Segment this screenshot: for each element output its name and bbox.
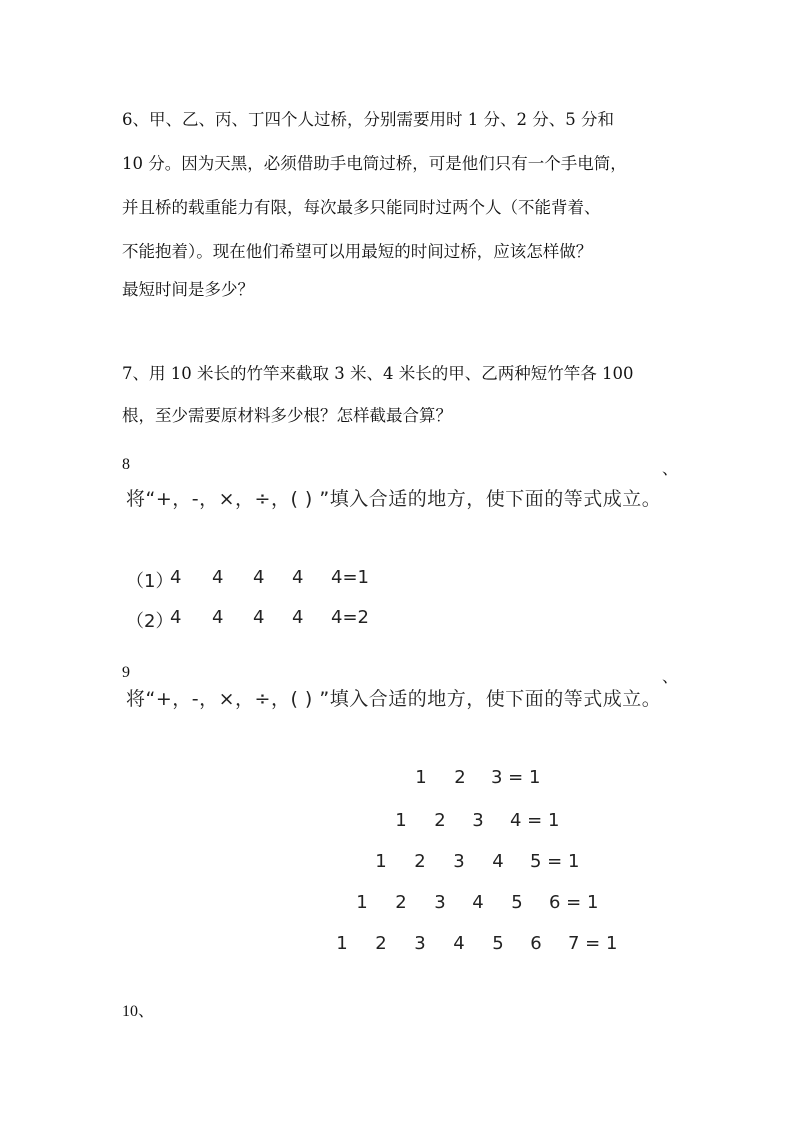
q10-label: 10、	[122, 1003, 155, 1020]
q8-instruction: 将“+，-，×，÷，( ) ”填入合适的地方，使下面的等式成立。	[126, 488, 662, 510]
q9-equation-row	[0, 851, 800, 877]
q9-row5-num-4: 4	[453, 933, 465, 954]
q9-row5-num-3: 3	[414, 933, 426, 954]
q8-eq1-tail: 4=1	[331, 567, 369, 588]
q7-line-2: 根，至少需要原材料多少根？怎样截最合算？	[122, 406, 452, 425]
q9-row4-tail: 6 = 1	[549, 892, 599, 913]
q8-eq2-num-4: 4	[292, 607, 304, 628]
q6-line-5: 最短时间是多少？	[122, 280, 254, 299]
q6-line-4: 不能抱着）。现在他们希望可以用最短的时间过桥，应该怎样做？	[122, 242, 593, 261]
q9-row3-num-4: 4	[492, 851, 504, 872]
q9-equation-row	[0, 810, 800, 836]
q9-row2-num-2: 2	[434, 810, 446, 831]
q9-row4-num-1: 1	[356, 892, 368, 913]
q9-row5-tail: 7 = 1	[568, 933, 618, 954]
q6-line-3: 并且桥的载重能力有限，每次最多只能同时过两个人（不能背着、	[122, 198, 601, 217]
q9-row4-num-5: 5	[511, 892, 523, 913]
q8-eq2-label: （2）	[126, 611, 174, 632]
q9-row5-num-2: 2	[375, 933, 387, 954]
q6-line-2: 10 分。因为天黑，必须借助手电筒过桥，可是他们只有一个手电筒，	[122, 154, 627, 173]
q6-line-1: 6、甲、乙、丙、丁四个人过桥，分别需要用时 1 分、2 分、5 分和	[122, 110, 614, 129]
q9-row1-num-1: 1	[415, 767, 427, 788]
q9-row3-num-2: 2	[414, 851, 426, 872]
q9-row3-tail: 5 = 1	[530, 851, 580, 872]
q9-row3-num-1: 1	[375, 851, 387, 872]
q8-eq2-num-3: 4	[253, 607, 265, 628]
q9-instruction: 将“+，-，×，÷，( ) ”填入合适的地方，使下面的等式成立。	[126, 688, 662, 710]
q7-line-1: 7、用 10 米长的竹竿来截取 3 米、4 米长的甲、乙两种短竹竿各 100	[122, 364, 634, 383]
q9-row4-num-3: 3	[434, 892, 446, 913]
q9-equation-row	[0, 767, 800, 793]
q8-mark: 、	[662, 461, 679, 478]
q9-row1-tail: 3 = 1	[491, 767, 541, 788]
q9-equation-row	[0, 933, 800, 959]
q8-eq2-tail: 4=2	[331, 607, 369, 628]
q9-row5-num-1: 1	[336, 933, 348, 954]
q9-row3-num-3: 3	[453, 851, 465, 872]
q9-row2-tail: 4 = 1	[510, 810, 560, 831]
q9-row5-num-5: 5	[492, 933, 504, 954]
q8-eq1-num-2: 4	[212, 567, 224, 588]
q8-eq1-label: （1）	[126, 571, 174, 592]
q8-number: 8	[122, 456, 130, 473]
q9-mark: 、	[662, 669, 679, 686]
q9-row1-num-2: 2	[454, 767, 466, 788]
q9-row2-num-1: 1	[395, 810, 407, 831]
q9-number: 9	[122, 664, 130, 681]
q9-row4-num-2: 2	[395, 892, 407, 913]
q8-eq2-num-1: 4	[170, 607, 182, 628]
q8-eq1-num-3: 4	[253, 567, 265, 588]
q8-eq2-num-2: 4	[212, 607, 224, 628]
q9-equation-row	[0, 892, 800, 918]
q9-row5-num-6: 6	[530, 933, 542, 954]
q8-eq1-num-1: 4	[170, 567, 182, 588]
q9-row4-num-4: 4	[472, 892, 484, 913]
q8-eq1-num-4: 4	[292, 567, 304, 588]
q9-row2-num-3: 3	[472, 810, 484, 831]
